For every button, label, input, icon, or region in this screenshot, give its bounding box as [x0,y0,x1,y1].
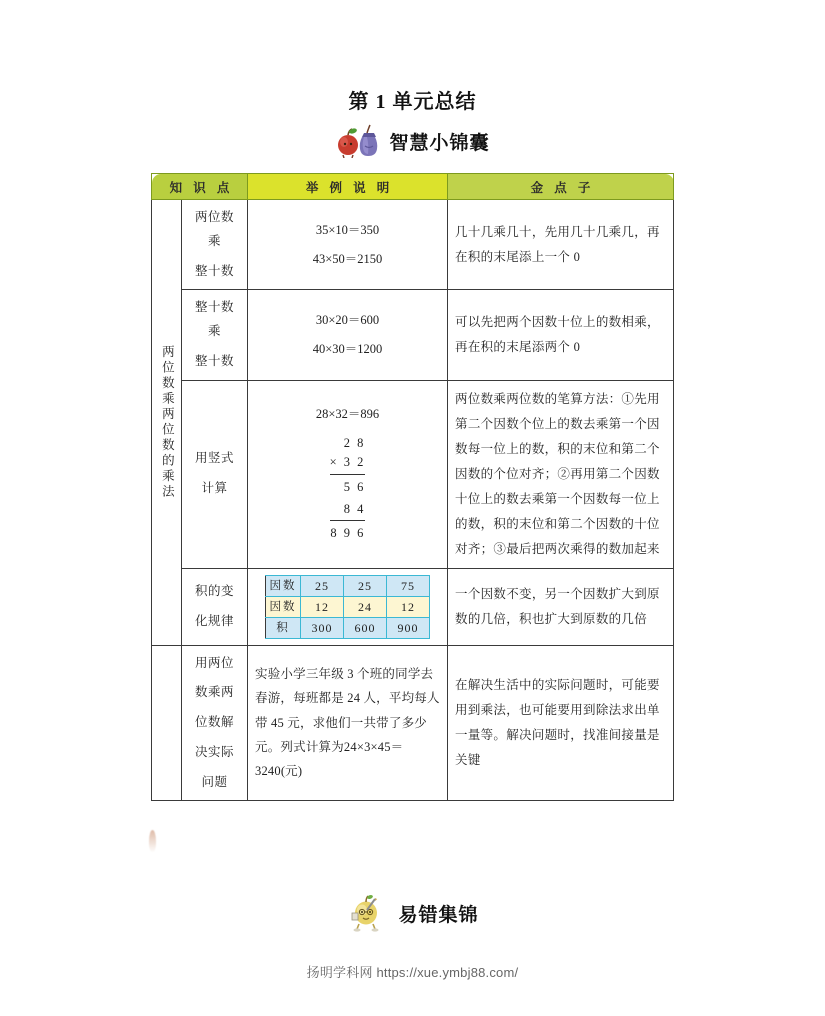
topic-line: 用竖式 [195,451,235,466]
wisdom-section-heading [0,124,825,158]
topic-line: 位数解 [195,715,235,729]
example-cell [248,568,448,645]
factor-value: 75 [387,575,430,596]
tip-cell: 在解决生活中的实际问题时，可能要用到乘法，也可能要用到除法求出单一量等。解决问题时，找准间接量是关键 [448,645,674,801]
column-multiplication [330,434,366,544]
factor-row-1 [266,575,430,596]
scan-artifact [149,830,156,852]
topic-line: 积的变 [195,583,235,598]
vertical-spacer-cell [152,645,182,801]
product-row [266,617,430,638]
factor-row-2 [266,596,430,617]
example-equation: 40×30＝1200 [312,341,383,356]
topic-line: 问题 [201,774,228,789]
topic-line: 数乘两 [195,685,235,700]
product-row-label: 积 [266,617,301,638]
factor-row-label: 因数 [266,575,301,596]
factor-value: 24 [344,596,387,617]
factor-row-label: 因数 [266,596,301,617]
product-value: 300 [301,617,344,638]
product-value: 600 [344,617,387,638]
wisdom-heading-label: 智慧小锦囊 [389,132,490,154]
tip-cell: 一个因数不变，另一个因数扩大到原数的几倍，积也扩大到原数的几倍 [448,568,674,645]
partial-product-1: 5 6 [343,479,366,494]
tip-cell: 几十几乘几十，先用几十几乘几，再在积的末尾添上一个 0 [448,200,674,290]
topic-line: 两位数乘 [195,210,235,248]
multiplicand-row: 2 8 [343,435,366,450]
example-cell [248,380,448,568]
apple-and-sack-icon [335,124,379,158]
product-value: 900 [387,617,430,638]
topic-cell [182,568,248,645]
example-equation: 35×10＝350 [315,222,380,237]
topic-line: 计算 [201,481,228,495]
mistakes-heading-label: 易错集锦 [398,904,479,926]
example-cell [248,200,448,290]
topic-cell [182,290,248,380]
mistakes-section-heading [0,893,825,933]
example-cell [248,290,448,380]
example-equation: 28×32＝896 [315,406,380,421]
example-equation: 43×50＝2150 [312,251,383,266]
factor-value: 12 [301,596,344,617]
topic-cell [182,200,248,290]
partial-product-2: 8 4 [330,500,366,521]
topic-line: 化规律 [195,613,235,628]
table-row [152,200,674,290]
header-knowledge-point: 知 识 点 [152,174,248,200]
topic-line: 决实际 [195,744,235,759]
table-row [152,645,674,801]
factor-value: 12 [387,596,430,617]
topic-cell [182,645,248,801]
factor-product-table [265,575,430,639]
lemon-character-icon [346,893,386,933]
topic-line: 整十数 [195,353,235,368]
factor-value: 25 [301,575,344,596]
table-row [152,380,674,568]
topic-line: 整十数 [195,263,235,278]
tip-cell: 可以先把两个因数十位上的数相乘，再在积的末尾添两个 0 [448,290,674,380]
unit-summary-table [151,173,674,801]
site-watermark-footer: 扬明学科网 https://xue.ymbj88.com/ [306,965,519,980]
page-title: 第 1 单元总结 [348,91,477,113]
topic-cell [182,380,248,568]
topic-line: 用两位 [195,655,235,670]
example-cell: 实验小学三年级 3 个班的同学去春游，每班都是 24 人，平均每人带 45 元，求他们一共带了多少元。列式计算为24×3×45＝3240(元) [248,645,448,801]
header-example-explanation: 举 例 说 明 [248,174,448,200]
table-row [152,568,674,645]
multiplier-row: × 3 2 [330,453,366,474]
tip-cell: 两位数乘两位数的笔算方法：①先用第二个因数个位上的数去乘第一个因数每一位上的数，积的末位和第二个因数的个位对齐；②再用第二个因数十位上的数去乘第一个因数每一位上的数，积的末位和第二个因数的十位对齐；③最后把两次乘得的数加起来 [448,380,674,568]
factor-value: 25 [344,575,387,596]
table-header-row [152,174,674,200]
vertical-category-label: 两位数乘两位数的乘法 [152,200,182,646]
topic-line: 整十数乘 [195,300,235,338]
header-golden-tip: 金 点 子 [448,174,674,200]
table-row [152,290,674,380]
example-equation: 30×20＝600 [315,312,380,327]
final-product: 8 9 6 [330,526,366,541]
